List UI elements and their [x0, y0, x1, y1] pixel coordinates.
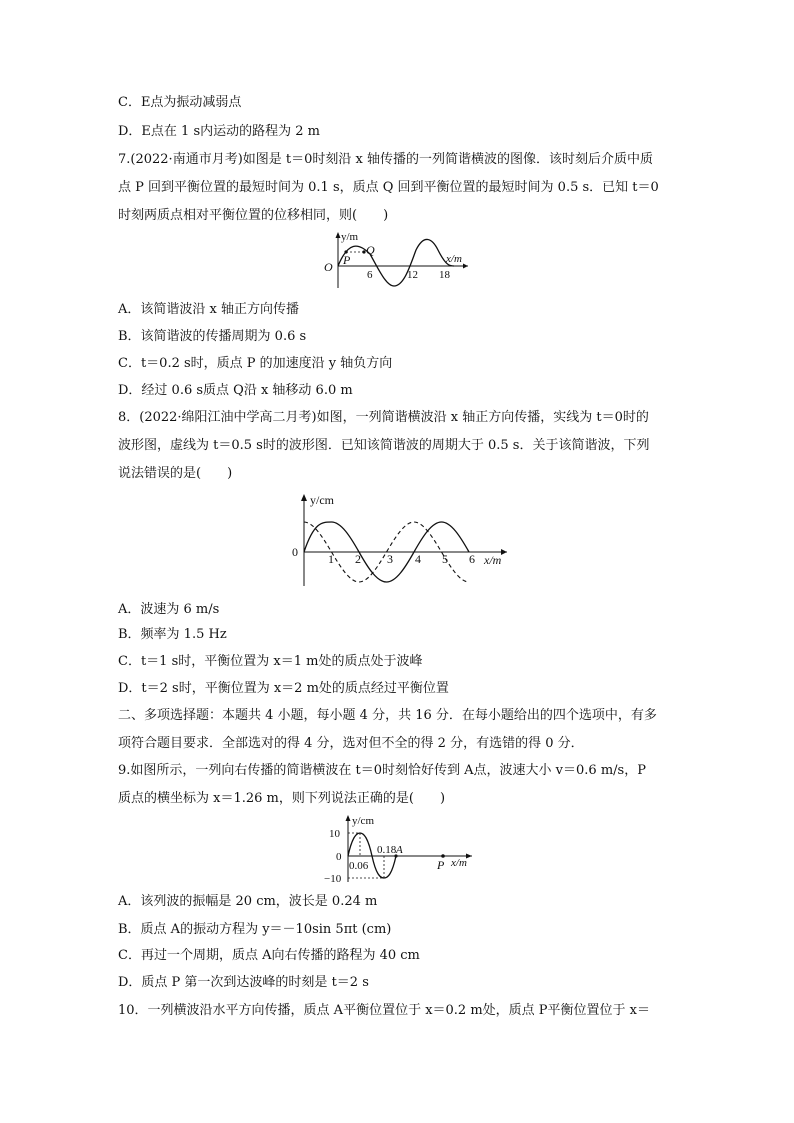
p-label: P — [437, 858, 445, 872]
y-tick-0: 0 — [336, 851, 342, 863]
option-c-q9: C．再过一个周期，质点 A向右传播的路程为 40 cm — [118, 948, 420, 963]
option-d-q6: D．E点在 1 s内运动的路程为 2 m — [118, 124, 320, 139]
x-tick-018: 0.18 — [377, 844, 397, 856]
question-7-line2: 点 P 回到平衡位置的最短时间为 0.1 s，质点 Q 回到平衡位置的最短时间为 0.5 s．已知 t＝0 — [118, 180, 659, 195]
question-8-line2: 波形图，虚线为 t＝0.5 s时的波形图．已知该简谐波的周期大于 0.5 s．关于该简谐波，下列 — [118, 438, 650, 453]
y-tick-10: 10 — [329, 828, 340, 840]
x-axis-label: x/m — [484, 553, 502, 567]
option-d-q9: D．质点 P 第一次到达波峰的时刻是 t＝2 s — [118, 975, 369, 990]
y-axis-label: y/cm — [310, 493, 334, 507]
origin-label: 0 — [292, 545, 298, 559]
option-a-q9: A．该列波的振幅是 20 cm，波长是 0.24 m — [118, 894, 378, 909]
question-8-line3: 说法错误的是( ) — [118, 466, 233, 481]
question-10-line1: 10．一列横波沿水平方向传播，质点 A平衡位置位于 x＝0.2 m处，质点 P平衡位置位于 x＝ — [118, 1003, 651, 1018]
option-b-q7: B．该简谐波的传播周期为 0.6 s — [118, 329, 307, 344]
tick-6: 6 — [469, 552, 475, 566]
origin-label: O — [324, 260, 333, 274]
tick-12: 12 — [407, 269, 418, 281]
y-axis-label: y/cm — [352, 815, 374, 827]
tick-5: 5 — [442, 552, 448, 566]
x-axis-label: x/m — [446, 253, 462, 265]
tick-4: 4 — [415, 552, 421, 566]
y-axis-label: y/m — [341, 231, 359, 243]
tick-18: 18 — [439, 269, 450, 281]
p-label: P — [343, 253, 351, 267]
option-a-q7: A．该简谐波沿 x 轴正方向传播 — [118, 302, 299, 317]
question-8-line1: 8．(2022·绵阳江油中学高二月考)如图，一列简谐横波沿 x 轴正方向传播，实线为 t＝0时的 — [118, 410, 649, 425]
figure-q7-wave — [318, 228, 478, 292]
option-c-q7: C．t＝0.2 s时，质点 P 的加速度沿 y 轴负方向 — [118, 356, 393, 371]
question-7-line3: 时刻两质点相对平衡位置的位移相同，则( ) — [118, 208, 389, 223]
tick-1: 1 — [328, 552, 334, 566]
tick-3: 3 — [387, 552, 393, 566]
section-2-line1: 二、多项选择题：本题共 4 小题，每小题 4 分，共 16 分．在每小题给出的四个选项中，有多 — [118, 708, 657, 723]
a-label: A — [396, 844, 403, 856]
tick-6: 6 — [367, 269, 373, 281]
x-axis-label: x/m — [451, 857, 467, 869]
figure-q8-wave — [282, 490, 512, 590]
tick-2: 2 — [355, 552, 361, 566]
option-c-q6: C．E点为振动减弱点 — [118, 95, 242, 110]
section-2-line2: 项符合题目要求．全部选对的得 4 分，选对但不全的得 2 分，有选错的得 0 分． — [118, 736, 584, 751]
y-tick-minus-10: −10 — [324, 873, 342, 884]
question-9-line2: 质点的横坐标为 x＝1.26 m，则下列说法正确的是( ) — [118, 791, 446, 806]
option-d-q7: D．经过 0.6 s质点 Q沿 x 轴移动 6.0 m — [118, 383, 353, 398]
wave-curve — [338, 239, 454, 286]
question-7-line1: 7.(2022·南通市月考)如图是 t＝0时刻沿 x 轴传播的一列简谐横波的图像．该时刻后介质中质 — [118, 152, 653, 167]
option-d-q8: D．t＝2 s时，平衡位置为 x＝2 m处的质点经过平衡位置 — [118, 681, 449, 696]
question-9-line1: 9.如图所示，一列向右传播的简谐横波在 t＝0时刻恰好传到 A点，波速大小 v＝0.6 m/s，P — [118, 763, 646, 778]
x-tick-006: 0.06 — [349, 860, 369, 872]
option-a-q8: A．波速为 6 m/s — [118, 602, 220, 617]
option-b-q9: B．质点 A的振动方程为 y＝－10sin 5πt (cm) — [118, 922, 392, 937]
q-label: Q — [366, 243, 375, 257]
option-b-q8: B．频率为 1.5 Hz — [118, 627, 227, 642]
option-c-q8: C．t＝1 s时，平衡位置为 x＝1 m处的质点处于波峰 — [118, 654, 423, 669]
figure-q9-wave — [322, 812, 482, 884]
